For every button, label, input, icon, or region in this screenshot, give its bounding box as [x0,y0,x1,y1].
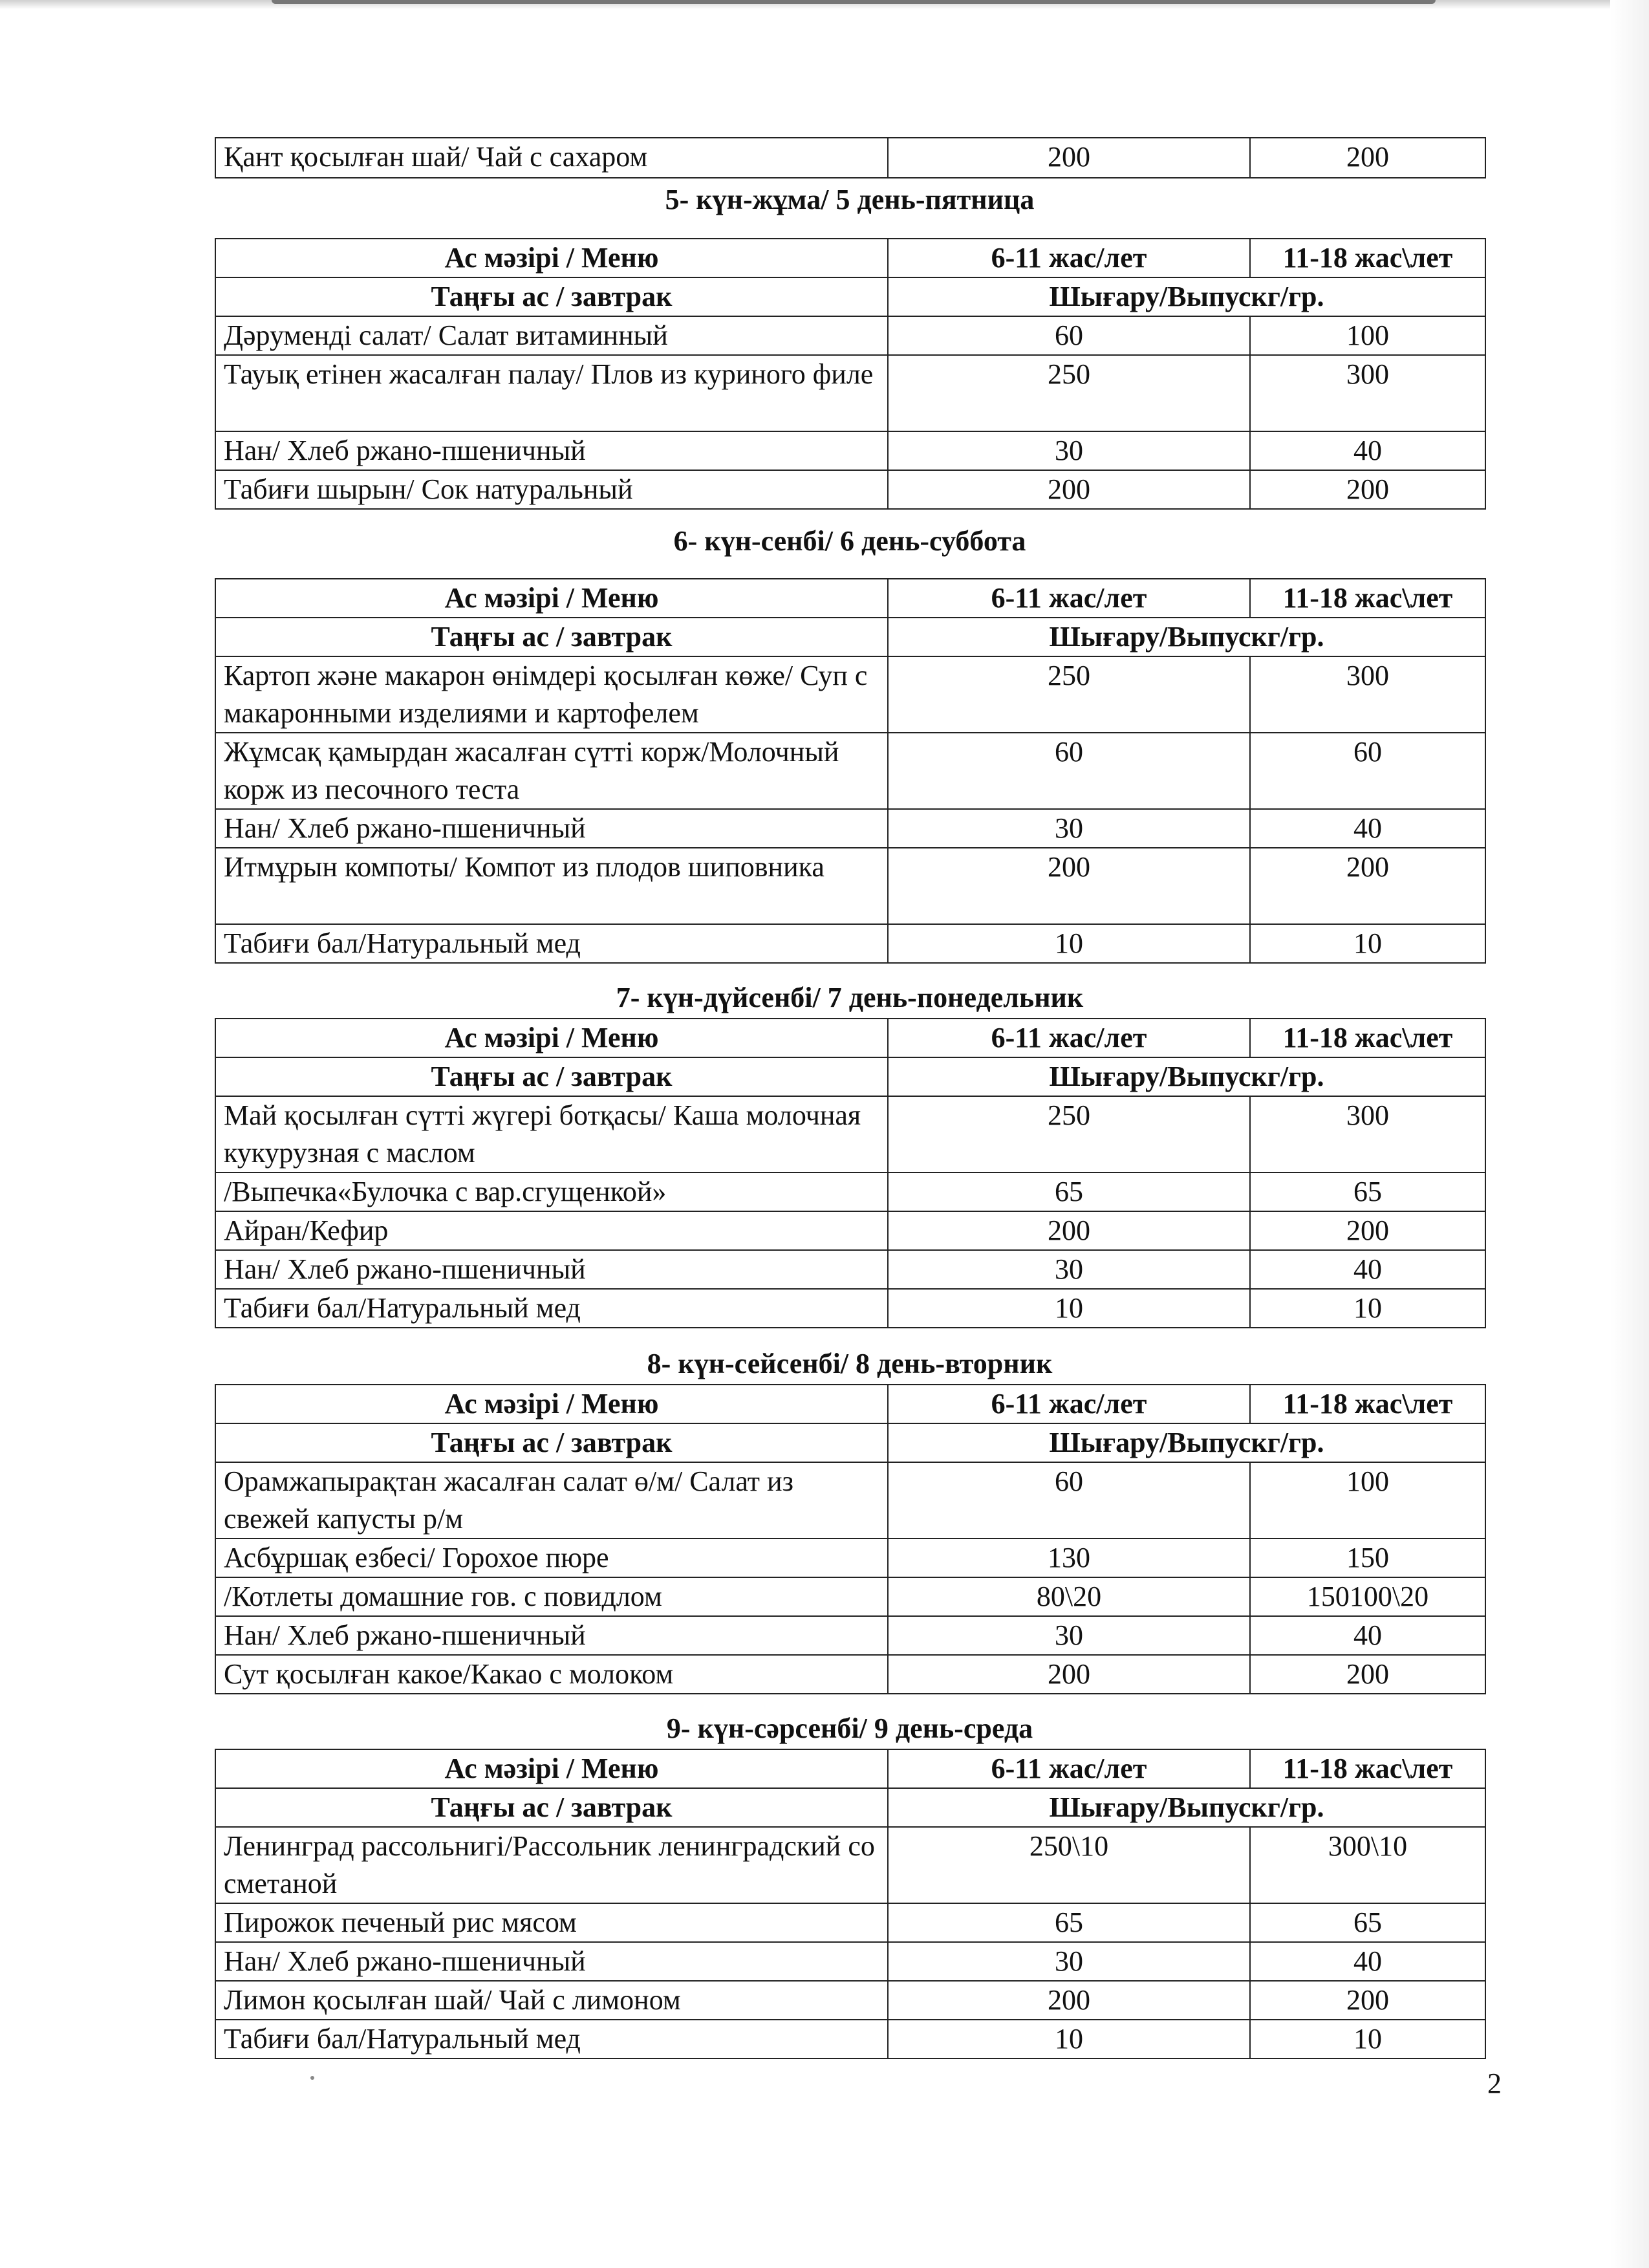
header-age-11-18: 11-18 жас\лет [1250,1749,1485,1788]
portion-6-11: 200 [888,848,1250,924]
menu-table [215,1384,1486,1694]
portion-6-11: 250 [888,656,1250,733]
dish-name: Дәрумендi салат/ Салат витаминный [215,316,888,355]
table-row [215,431,1485,470]
table-row [215,1539,1485,1577]
dish-name: Тауық етінен жасалған палау/ Плов из куриного филе [215,355,888,431]
day-title: 6- күн-сенбі/ 6 день-суббота [673,525,1026,557]
header-age-11-18: 11-18 жас\лет [1250,1385,1485,1423]
subheader-meal: Таңғы ас / завтрак [215,1423,888,1462]
table-subheader-row [215,618,1485,656]
menu-table [215,238,1486,510]
portion-6-11: 65 [888,1172,1250,1211]
portion-11-18: 40 [1250,1616,1485,1655]
portion-11-18: 10 [1250,1289,1485,1328]
header-age-6-11: 6-11 жас/лет [888,239,1250,277]
header-age-11-18: 11-18 жас\лет [1250,579,1485,618]
dish-name: Картоп және макарон өнімдері қосылған көже/ Суп с макаронными изделиями и картофелем [215,656,888,733]
dish-name: Пирожок печеный рис мясом [215,1903,888,1942]
table-row [215,1462,1485,1539]
dish-name: Лимон қосылған шай/ Чай с лимоном [215,1981,888,2020]
subheader-output: Шығару/Выпускг/гр. [888,1788,1485,1827]
table-row [215,355,1485,431]
table-header-row [215,579,1485,618]
portion-6-11: 250 [888,355,1250,431]
portion-11-18: 150100\20 [1250,1577,1485,1616]
portion-11-18: 150 [1250,1539,1485,1577]
dish-name: Орамжапырақтан жасалған салат ө/м/ Салат из свежей капусты р/м [215,1462,888,1539]
table-row [215,1942,1485,1981]
portion-11-18: 200 [1250,1211,1485,1250]
portion-6-11: 30 [888,1250,1250,1289]
table-row [215,138,1485,178]
portion-11-18: 200 [1250,470,1485,509]
portion-6-11: 30 [888,809,1250,848]
header-menu: Ас мәзірі / Меню [215,239,888,277]
day-title: 9- күн-сәрсенбі/ 9 день-среда [666,1712,1033,1744]
dish-name: Нан/ Хлеб ржано-пшеничный [215,1616,888,1655]
table-row [215,656,1485,733]
dish-name: Итмұрын компоты/ Компот из плодов шиповника [215,848,888,924]
table-row [215,1655,1485,1694]
header-age-6-11: 6-11 жас/лет [888,1019,1250,1057]
menu-table [215,578,1486,964]
table-row [215,1250,1485,1289]
table-row [215,1172,1485,1211]
header-age-6-11: 6-11 жас/лет [888,579,1250,618]
portion-11-18: 65 [1250,1903,1485,1942]
subheader-output: Шығару/Выпускг/гр. [888,277,1485,316]
subheader-meal: Таңғы ас / завтрак [215,277,888,316]
portion-6-11: 10 [888,1289,1250,1328]
portion-11-18: 60 [1250,733,1485,809]
portion-11-18: 100 [1250,1462,1485,1539]
portion-11-18: 40 [1250,431,1485,470]
portion-11-18: 40 [1250,1942,1485,1981]
subheader-output: Шығару/Выпускг/гр. [888,1423,1485,1462]
table-row [215,1981,1485,2020]
header-menu: Ас мәзірі / Меню [215,1385,888,1423]
page-number: 2 [1487,2068,1502,2099]
subheader-meal: Таңғы ас / завтрак [215,1788,888,1827]
table-subheader-row [215,1057,1485,1096]
dish-name: Нан/ Хлеб ржано-пшеничный [215,1250,888,1289]
dish-name: Нан/ Хлеб ржано-пшеничный [215,431,888,470]
portion-6-11: 10 [888,2020,1250,2058]
table-row [215,470,1485,509]
portion-11-18: 40 [1250,809,1485,848]
dish-name: Нан/ Хлеб ржано-пшеничный [215,1942,888,1981]
portion-6-11: 60 [888,733,1250,809]
table-header-row [215,1749,1485,1788]
portion-11-18: 300 [1250,1096,1485,1172]
dish-name: Сут қосылған какое/Какао с молоком [215,1655,888,1694]
table-row [215,316,1485,355]
table-row [215,1096,1485,1172]
portion-11-18: 10 [1250,924,1485,963]
dish-name: Ленинград рассольнигі/Рассольник ленинградский со сметаной [215,1827,888,1903]
dish-name: Табиғи шырын/ Сок натуральный [215,470,888,509]
day-title: 8- күн-сейсенбі/ 8 день-вторник [647,1348,1053,1379]
subheader-meal: Таңғы ас / завтрак [215,618,888,656]
portion-6-11: 30 [888,1942,1250,1981]
day-title: 7- күн-дүйсенбі/ 7 день-понедельник [616,982,1084,1013]
menu-table [215,1018,1486,1328]
subheader-output: Шығару/Выпускг/гр. [888,618,1485,656]
portion-11-18: 200 [1250,1981,1485,2020]
dish-name: Қант қосылған шай/ Чай с сахаром [215,138,888,178]
dish-name: Май қосылған сүтті жүгері ботқасы/ Каша молочная кукурузная с маслом [215,1096,888,1172]
portion-6-11: 80\20 [888,1577,1250,1616]
table-row [215,1827,1485,1903]
portion-11-18: 300\10 [1250,1827,1485,1903]
header-menu: Ас мәзірі / Меню [215,579,888,618]
portion-6-11: 65 [888,1903,1250,1942]
menu-table [215,1749,1486,2059]
portion-11-18: 300 [1250,656,1485,733]
portion-6-11: 200 [888,138,1250,178]
table-row [215,809,1485,848]
header-age-6-11: 6-11 жас/лет [888,1749,1250,1788]
portion-11-18: 200 [1250,848,1485,924]
portion-6-11: 60 [888,1462,1250,1539]
table-row [215,1903,1485,1942]
dish-name: Табиғи бал/Натуральный мед [215,1289,888,1328]
portion-11-18: 10 [1250,2020,1485,2058]
portion-6-11: 130 [888,1539,1250,1577]
dish-name: Асбұршақ езбесі/ Горохое пюре [215,1539,888,1577]
dish-name: Айран/Кефир [215,1211,888,1250]
header-menu: Ас мәзірі / Меню [215,1019,888,1057]
header-menu: Ас мәзірі / Меню [215,1749,888,1788]
table-row [215,733,1485,809]
table-subheader-row [215,277,1485,316]
portion-6-11: 250 [888,1096,1250,1172]
continuation-table [215,137,1486,178]
portion-11-18: 200 [1250,1655,1485,1694]
portion-11-18: 40 [1250,1250,1485,1289]
scan-speck [310,2076,314,2080]
scan-edge-bar [272,0,1436,4]
portion-11-18: 200 [1250,138,1485,178]
scan-right-shadow [1610,0,1649,2268]
dish-name: /Котлеты домашние гов. с повидлом [215,1577,888,1616]
table-header-row [215,1385,1485,1423]
table-row [215,1211,1485,1250]
portion-6-11: 10 [888,924,1250,963]
dish-name: Табиғи бал/Натуральный мед [215,924,888,963]
portion-11-18: 100 [1250,316,1485,355]
portion-6-11: 30 [888,431,1250,470]
table-row [215,1616,1485,1655]
portion-6-11: 200 [888,1655,1250,1694]
table-row [215,1577,1485,1616]
table-row [215,1289,1485,1328]
portion-6-11: 250\10 [888,1827,1250,1903]
portion-6-11: 200 [888,1981,1250,2020]
portion-6-11: 200 [888,1211,1250,1250]
portion-6-11: 30 [888,1616,1250,1655]
portion-6-11: 200 [888,470,1250,509]
subheader-output: Шығару/Выпускг/гр. [888,1057,1485,1096]
table-row [215,2020,1485,2058]
dish-name: /Выпечка«Булочка с вар.сгущенкой» [215,1172,888,1211]
dish-name: Табиғи бал/Натуральный мед [215,2020,888,2058]
dish-name: Жұмсақ қамырдан жасалған сүтті корж/Молочный корж из песочного теста [215,733,888,809]
subheader-meal: Таңғы ас / завтрак [215,1057,888,1096]
table-subheader-row [215,1423,1485,1462]
table-header-row [215,1019,1485,1057]
dish-name: Нан/ Хлеб ржано-пшеничный [215,809,888,848]
header-age-11-18: 11-18 жас\лет [1250,239,1485,277]
table-header-row [215,239,1485,277]
portion-6-11: 60 [888,316,1250,355]
portion-11-18: 65 [1250,1172,1485,1211]
table-row [215,848,1485,924]
header-age-11-18: 11-18 жас\лет [1250,1019,1485,1057]
table-row [215,924,1485,963]
table-subheader-row [215,1788,1485,1827]
day-title: 5- күн-жұма/ 5 день-пятница [665,184,1035,215]
portion-11-18: 300 [1250,355,1485,431]
header-age-6-11: 6-11 жас/лет [888,1385,1250,1423]
